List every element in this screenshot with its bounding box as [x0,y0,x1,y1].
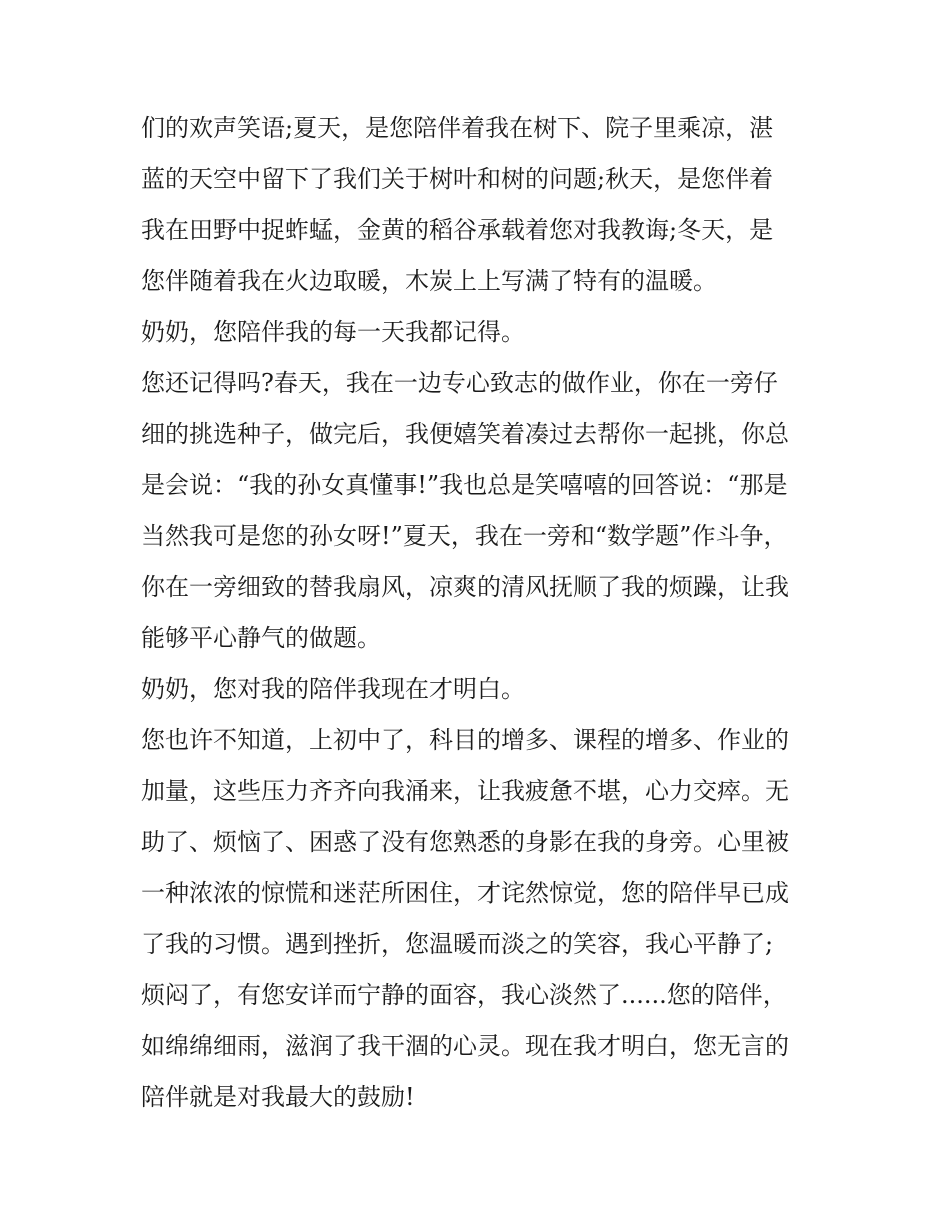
text-line: 你在一旁细致的替我扇风，凉爽的清风抚顺了我的烦躁，让我 [141,573,789,601]
text-line: 助了、烦恼了、困惑了没有您熟悉的身影在我的身旁。心里被 [141,828,789,856]
text-line: 您也许不知道，上初中了，科目的增多、课程的增多、作业的 [141,726,789,754]
paragraph-grandma-remember [141,307,821,358]
text-line: 们的欢声笑语;夏天，是您陪伴着我在树下、院子里乘凉，湛 [141,114,774,142]
text-line: 当然我可是您的孙女呀!”夏天，我在一旁和“数学题”作斗争， [141,522,788,550]
document-body [141,103,821,1123]
paragraph-do-you-remember [141,358,821,664]
text-line: 细的挑选种子，做完后，我便嬉笑着凑过去帮你一起挑，你总 [141,420,789,448]
text-line: 烦闷了，有您安详而宁静的面容，我心淡然了......您的陪伴， [141,981,787,1009]
paragraph-seasons-memory [141,103,821,307]
paragraph-grandma-understand [141,664,821,715]
text-line: 您伴随着我在火边取暖，木炭上上写满了特有的温暖。 [141,267,717,295]
paragraph-middle-school [141,715,821,1123]
text-line: 陪伴就是对我最大的鼓励! [141,1083,415,1111]
text-line: 我在田野中捉蚱蜢，金黄的稻谷承载着您对我教诲;冬天，是 [141,216,774,244]
text-line: 奶奶，您陪伴我的每一天我都记得。 [141,318,525,346]
text-line: 您还记得吗?春天，我在一边专心致志的做作业，你在一旁仔 [141,369,778,397]
text-line: 能够平心静气的做题。 [141,624,381,652]
text-line: 奶奶，您对我的陪伴我现在才明白。 [141,675,525,703]
text-line: 一种浓浓的惊慌和迷茫所困住，才诧然惊觉，您的陪伴早已成 [141,879,789,907]
text-line: 是会说：“我的孙女真懂事!”我也总是笑嘻嘻的回答说：“那是 [141,471,788,499]
text-line: 如绵绵细雨，滋润了我干涸的心灵。现在我才明白，您无言的 [141,1032,789,1060]
text-line: 蓝的天空中留下了我们关于树叶和树的问题;秋天，是您伴着 [141,165,774,193]
text-line: 加量，这些压力齐齐向我涌来，让我疲惫不堪，心力交瘁。无 [141,777,789,805]
text-line: 了我的习惯。遇到挫折，您温暖而淡之的笑容，我心平静了; [141,930,774,958]
